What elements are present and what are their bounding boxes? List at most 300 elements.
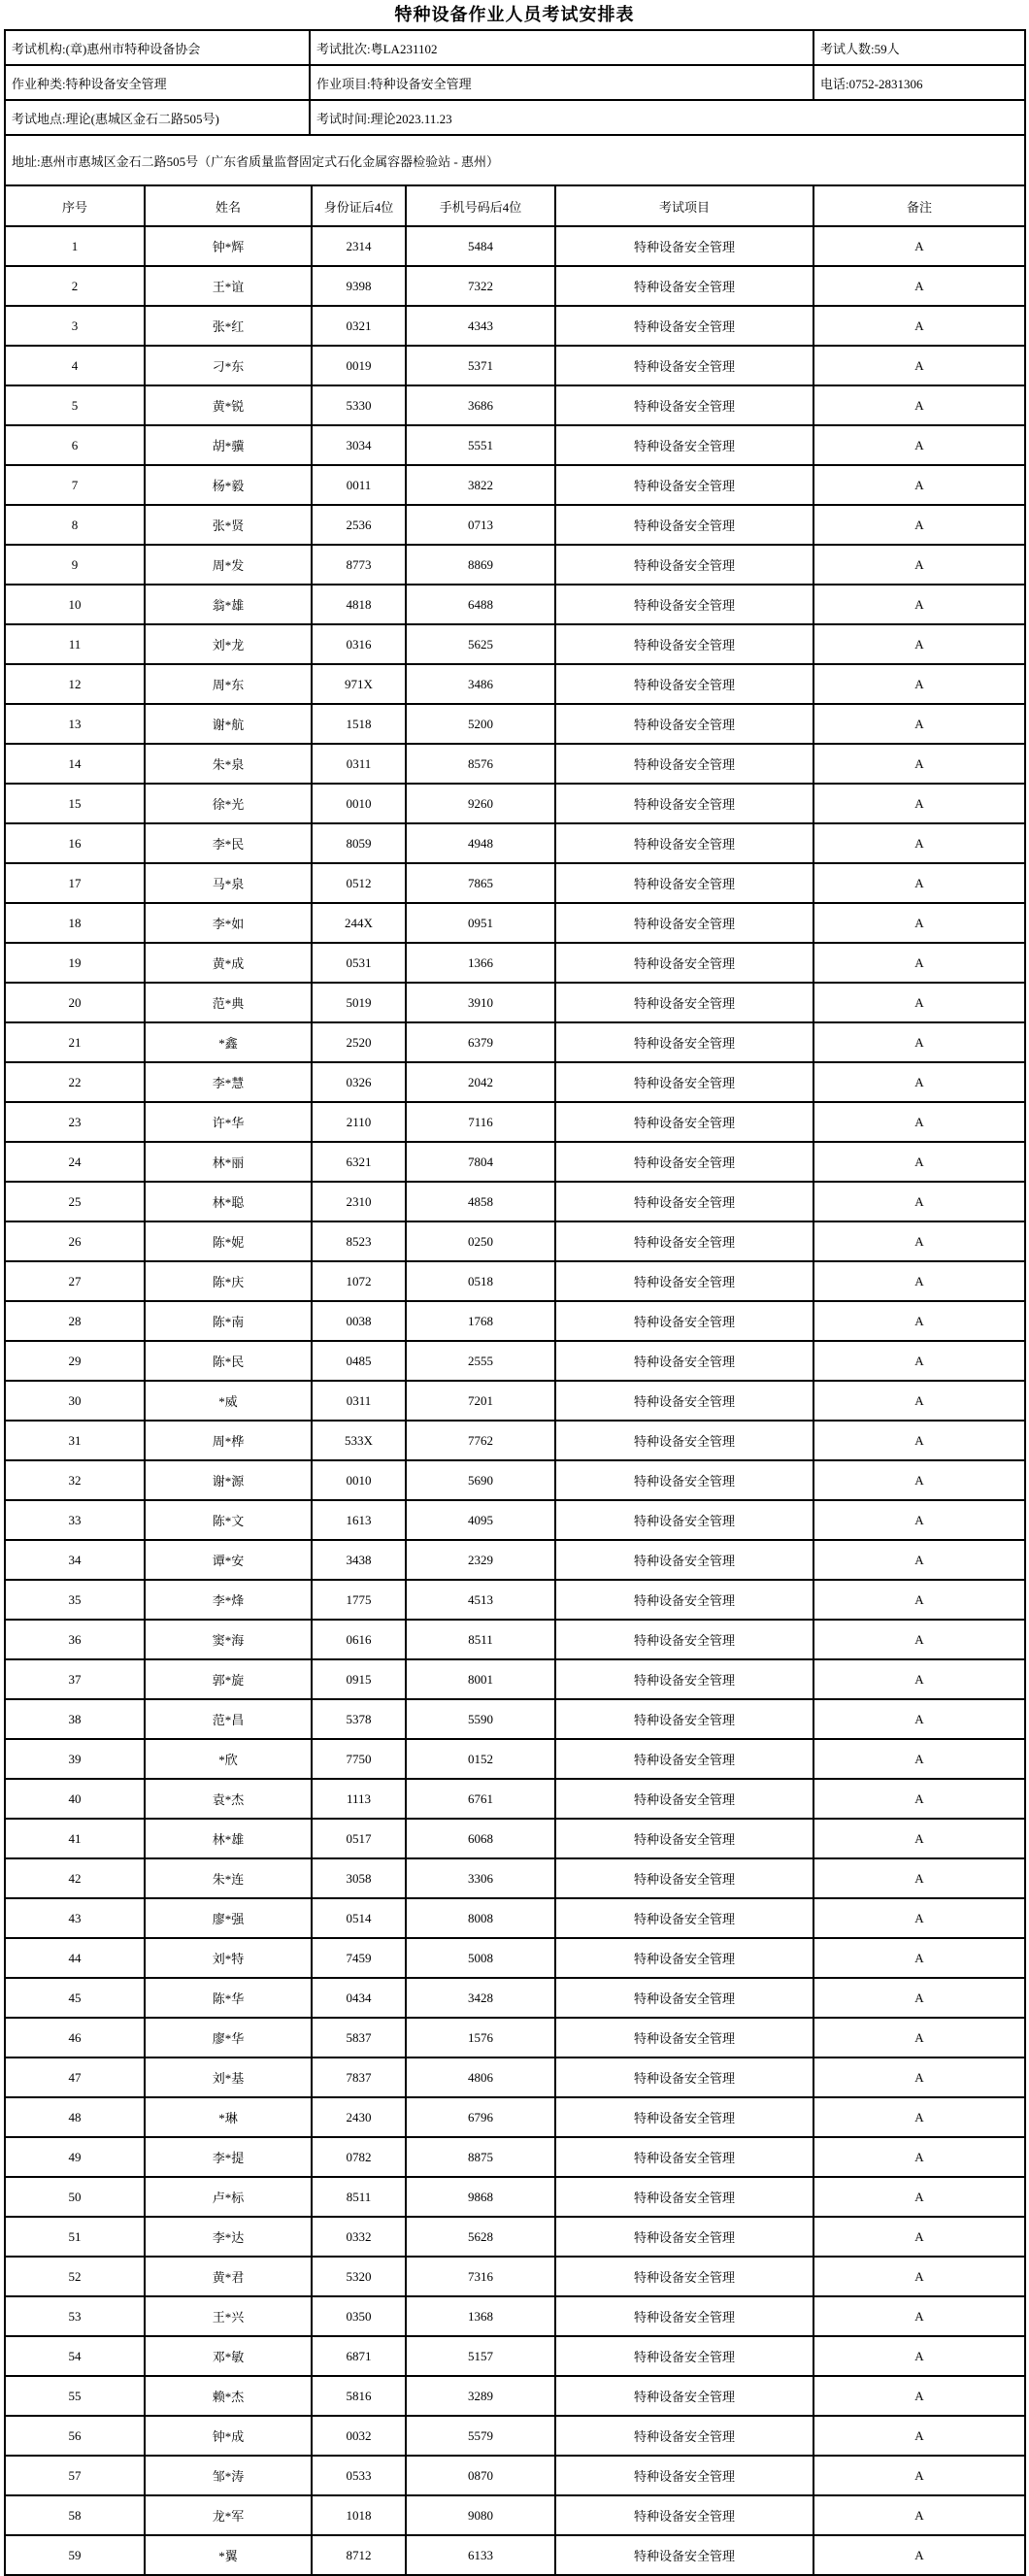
cell-remark: A	[813, 784, 1025, 823]
cell-name: 刘*基	[145, 2057, 312, 2097]
cell-phone-last4: 3428	[406, 1978, 555, 2018]
cell-name: 张*贤	[145, 505, 312, 545]
cell-name: 胡*骥	[145, 425, 312, 465]
cell-seq: 34	[5, 1540, 145, 1580]
cell-remark: A	[813, 1699, 1025, 1739]
cell-seq: 14	[5, 744, 145, 784]
cell-id-last4: 1775	[312, 1580, 406, 1620]
cell-seq: 36	[5, 1620, 145, 1659]
cell-name: 朱*泉	[145, 744, 312, 784]
table-row	[5, 1381, 1025, 1421]
cell-phone-last4: 5690	[406, 1460, 555, 1500]
cell-phone-last4: 1576	[406, 2018, 555, 2057]
cell-phone-last4: 8875	[406, 2137, 555, 2177]
cell-remark: A	[813, 1421, 1025, 1460]
cell-exam-project: 特种设备安全管理	[555, 1898, 813, 1938]
info-work-project: 作业项目:特种设备安全管理	[310, 65, 813, 100]
info-phone: 电话:0752-2831306	[813, 65, 1025, 100]
cell-exam-project: 特种设备安全管理	[555, 704, 813, 744]
cell-id-last4: 8712	[312, 2535, 406, 2575]
cell-id-last4: 0616	[312, 1620, 406, 1659]
cell-id-last4: 0010	[312, 784, 406, 823]
cell-phone-last4: 8511	[406, 1620, 555, 1659]
info-row-3	[5, 100, 1025, 135]
cell-exam-project: 特种设备安全管理	[555, 1779, 813, 1819]
cell-remark: A	[813, 385, 1025, 425]
cell-remark: A	[813, 1580, 1025, 1620]
cell-id-last4: 0010	[312, 1460, 406, 1500]
cell-phone-last4: 4513	[406, 1580, 555, 1620]
cell-remark: A	[813, 624, 1025, 664]
cell-exam-project: 特种设备安全管理	[555, 863, 813, 903]
table-row	[5, 1779, 1025, 1819]
cell-name: *翼	[145, 2535, 312, 2575]
cell-remark: A	[813, 1779, 1025, 1819]
cell-name: 范*典	[145, 983, 312, 1022]
cell-id-last4: 7459	[312, 1938, 406, 1978]
cell-remark: A	[813, 1898, 1025, 1938]
table-row	[5, 2296, 1025, 2336]
cell-name: 许*华	[145, 1102, 312, 1142]
info-table	[4, 29, 1026, 186]
cell-seq: 15	[5, 784, 145, 823]
cell-name: 谢*航	[145, 704, 312, 744]
table-row	[5, 2177, 1025, 2217]
cell-name: 陈*民	[145, 1341, 312, 1381]
info-row-2	[5, 65, 1025, 100]
cell-seq: 28	[5, 1301, 145, 1341]
cell-exam-project: 特种设备安全管理	[555, 624, 813, 664]
cell-id-last4: 0311	[312, 1381, 406, 1421]
cell-remark: A	[813, 226, 1025, 266]
cell-exam-project: 特种设备安全管理	[555, 2018, 813, 2057]
cell-id-last4: 0316	[312, 624, 406, 664]
cell-exam-project: 特种设备安全管理	[555, 2376, 813, 2416]
exam-table	[4, 184, 1026, 2576]
table-row	[5, 744, 1025, 784]
info-row-1	[5, 30, 1025, 65]
cell-phone-last4: 0870	[406, 2456, 555, 2495]
cell-remark: A	[813, 1062, 1025, 1102]
cell-name: 钟*辉	[145, 226, 312, 266]
cell-exam-project: 特种设备安全管理	[555, 2456, 813, 2495]
cell-phone-last4: 9260	[406, 784, 555, 823]
cell-exam-project: 特种设备安全管理	[555, 2257, 813, 2296]
cell-id-last4: 7750	[312, 1739, 406, 1779]
cell-name: 周*桦	[145, 1421, 312, 1460]
cell-seq: 50	[5, 2177, 145, 2217]
cell-exam-project: 特种设备安全管理	[555, 2217, 813, 2257]
cell-name: 邹*涛	[145, 2456, 312, 2495]
cell-seq: 43	[5, 1898, 145, 1938]
table-row	[5, 2416, 1025, 2456]
table-row	[5, 1221, 1025, 1261]
cell-seq: 33	[5, 1500, 145, 1540]
table-row	[5, 1062, 1025, 1102]
cell-seq: 1	[5, 226, 145, 266]
cell-phone-last4: 3306	[406, 1858, 555, 1898]
cell-seq: 3	[5, 306, 145, 346]
cell-remark: A	[813, 2217, 1025, 2257]
column-header-name: 姓名	[145, 185, 312, 226]
cell-remark: A	[813, 1540, 1025, 1580]
cell-id-last4: 5320	[312, 2257, 406, 2296]
cell-id-last4: 0038	[312, 1301, 406, 1341]
cell-phone-last4: 4858	[406, 1182, 555, 1221]
table-row	[5, 784, 1025, 823]
cell-exam-project: 特种设备安全管理	[555, 664, 813, 704]
table-row	[5, 664, 1025, 704]
cell-id-last4: 0311	[312, 744, 406, 784]
cell-remark: A	[813, 2456, 1025, 2495]
cell-phone-last4: 5625	[406, 624, 555, 664]
cell-seq: 16	[5, 823, 145, 863]
cell-seq: 12	[5, 664, 145, 704]
cell-remark: A	[813, 2296, 1025, 2336]
cell-id-last4: 0032	[312, 2416, 406, 2456]
table-row	[5, 585, 1025, 624]
cell-exam-project: 特种设备安全管理	[555, 2097, 813, 2137]
header-row	[5, 185, 1025, 226]
cell-id-last4: 5378	[312, 1699, 406, 1739]
cell-name: 袁*杰	[145, 1779, 312, 1819]
cell-seq: 30	[5, 1381, 145, 1421]
cell-exam-project: 特种设备安全管理	[555, 1460, 813, 1500]
cell-id-last4: 8523	[312, 1221, 406, 1261]
cell-remark: A	[813, 1102, 1025, 1142]
cell-name: 杨*毅	[145, 465, 312, 505]
cell-id-last4: 0019	[312, 346, 406, 385]
table-row	[5, 2336, 1025, 2376]
cell-remark: A	[813, 2018, 1025, 2057]
table-row	[5, 1182, 1025, 1221]
cell-remark: A	[813, 2336, 1025, 2376]
cell-exam-project: 特种设备安全管理	[555, 744, 813, 784]
table-row	[5, 306, 1025, 346]
cell-seq: 6	[5, 425, 145, 465]
cell-id-last4: 0332	[312, 2217, 406, 2257]
cell-phone-last4: 7322	[406, 266, 555, 306]
table-row	[5, 2257, 1025, 2296]
cell-phone-last4: 7865	[406, 863, 555, 903]
cell-id-last4: 2310	[312, 1182, 406, 1221]
cell-exam-project: 特种设备安全管理	[555, 1341, 813, 1381]
cell-seq: 48	[5, 2097, 145, 2137]
cell-exam-project: 特种设备安全管理	[555, 1421, 813, 1460]
cell-phone-last4: 0713	[406, 505, 555, 545]
cell-seq: 49	[5, 2137, 145, 2177]
cell-name: 刁*东	[145, 346, 312, 385]
cell-exam-project: 特种设备安全管理	[555, 1819, 813, 1858]
cell-exam-project: 特种设备安全管理	[555, 2177, 813, 2217]
cell-exam-project: 特种设备安全管理	[555, 1739, 813, 1779]
info-exam-count: 考试人数:59人	[813, 30, 1025, 65]
cell-exam-project: 特种设备安全管理	[555, 226, 813, 266]
cell-id-last4: 533X	[312, 1421, 406, 1460]
cell-remark: A	[813, 2097, 1025, 2137]
cell-seq: 54	[5, 2336, 145, 2376]
cell-id-last4: 0326	[312, 1062, 406, 1102]
cell-seq: 24	[5, 1142, 145, 1182]
cell-id-last4: 6871	[312, 2336, 406, 2376]
cell-exam-project: 特种设备安全管理	[555, 2057, 813, 2097]
cell-name: 张*红	[145, 306, 312, 346]
cell-id-last4: 0434	[312, 1978, 406, 2018]
info-address: 地址:惠州市惠城区金石二路505号（广东省质量监督固定式石化金属容器检验站 - 惠州）	[5, 135, 1025, 185]
cell-id-last4: 1613	[312, 1500, 406, 1540]
table-row	[5, 2217, 1025, 2257]
cell-id-last4: 0915	[312, 1659, 406, 1699]
cell-phone-last4: 4343	[406, 306, 555, 346]
cell-exam-project: 特种设备安全管理	[555, 2535, 813, 2575]
cell-remark: A	[813, 1341, 1025, 1381]
cell-remark: A	[813, 1022, 1025, 1062]
cell-remark: A	[813, 823, 1025, 863]
cell-id-last4: 4818	[312, 585, 406, 624]
cell-exam-project: 特种设备安全管理	[555, 1301, 813, 1341]
cell-phone-last4: 2555	[406, 1341, 555, 1381]
cell-name: 王*谊	[145, 266, 312, 306]
cell-id-last4: 5837	[312, 2018, 406, 2057]
cell-exam-project: 特种设备安全管理	[555, 823, 813, 863]
cell-seq: 40	[5, 1779, 145, 1819]
table-row	[5, 465, 1025, 505]
cell-seq: 18	[5, 903, 145, 943]
table-row	[5, 1301, 1025, 1341]
cell-phone-last4: 6761	[406, 1779, 555, 1819]
cell-remark: A	[813, 1261, 1025, 1301]
cell-seq: 58	[5, 2495, 145, 2535]
cell-id-last4: 3034	[312, 425, 406, 465]
table-row	[5, 2018, 1025, 2057]
column-header-remark: 备注	[813, 185, 1025, 226]
cell-phone-last4: 6796	[406, 2097, 555, 2137]
cell-phone-last4: 1366	[406, 943, 555, 983]
cell-remark: A	[813, 863, 1025, 903]
cell-id-last4: 0514	[312, 1898, 406, 1938]
cell-seq: 19	[5, 943, 145, 983]
cell-id-last4: 1018	[312, 2495, 406, 2535]
column-header-id-last4: 身份证后4位	[312, 185, 406, 226]
cell-id-last4: 5816	[312, 2376, 406, 2416]
cell-exam-project: 特种设备安全管理	[555, 1938, 813, 1978]
cell-exam-project: 特种设备安全管理	[555, 465, 813, 505]
cell-phone-last4: 9080	[406, 2495, 555, 2535]
cell-id-last4: 2314	[312, 226, 406, 266]
cell-remark: A	[813, 425, 1025, 465]
cell-remark: A	[813, 1500, 1025, 1540]
cell-exam-project: 特种设备安全管理	[555, 425, 813, 465]
cell-phone-last4: 4095	[406, 1500, 555, 1540]
cell-id-last4: 8773	[312, 545, 406, 585]
cell-phone-last4: 5628	[406, 2217, 555, 2257]
cell-phone-last4: 9868	[406, 2177, 555, 2217]
cell-seq: 26	[5, 1221, 145, 1261]
cell-seq: 39	[5, 1739, 145, 1779]
cell-remark: A	[813, 346, 1025, 385]
cell-exam-project: 特种设备安全管理	[555, 2416, 813, 2456]
table-row	[5, 1898, 1025, 1938]
cell-id-last4: 0485	[312, 1341, 406, 1381]
cell-name: 陈*南	[145, 1301, 312, 1341]
cell-id-last4: 2430	[312, 2097, 406, 2137]
cell-seq: 37	[5, 1659, 145, 1699]
cell-exam-project: 特种设备安全管理	[555, 2495, 813, 2535]
cell-seq: 13	[5, 704, 145, 744]
cell-exam-project: 特种设备安全管理	[555, 1142, 813, 1182]
cell-remark: A	[813, 1739, 1025, 1779]
cell-seq: 45	[5, 1978, 145, 2018]
cell-exam-project: 特种设备安全管理	[555, 1182, 813, 1221]
exam-table-body	[5, 226, 1025, 2575]
table-row	[5, 2495, 1025, 2535]
cell-name: 李*达	[145, 2217, 312, 2257]
page-title: 特种设备作业人员考试安排表	[394, 5, 635, 24]
cell-phone-last4: 3686	[406, 385, 555, 425]
cell-id-last4: 9398	[312, 266, 406, 306]
cell-remark: A	[813, 943, 1025, 983]
column-header-seq: 序号	[5, 185, 145, 226]
cell-name: 李*民	[145, 823, 312, 863]
cell-seq: 2	[5, 266, 145, 306]
cell-seq: 57	[5, 2456, 145, 2495]
cell-id-last4: 6321	[312, 1142, 406, 1182]
info-exam-org: 考试机构:(章)惠州市特种设备协会	[5, 30, 310, 65]
cell-name: 窦*海	[145, 1620, 312, 1659]
table-row	[5, 1540, 1025, 1580]
cell-exam-project: 特种设备安全管理	[555, 784, 813, 823]
cell-name: 黄*锐	[145, 385, 312, 425]
exam-table-head	[5, 185, 1025, 226]
cell-phone-last4: 3822	[406, 465, 555, 505]
cell-name: 翁*雄	[145, 585, 312, 624]
cell-id-last4: 7837	[312, 2057, 406, 2097]
cell-id-last4: 0517	[312, 1819, 406, 1858]
cell-remark: A	[813, 505, 1025, 545]
cell-exam-project: 特种设备安全管理	[555, 1540, 813, 1580]
cell-remark: A	[813, 664, 1025, 704]
cell-id-last4: 0350	[312, 2296, 406, 2336]
table-row	[5, 1819, 1025, 1858]
cell-exam-project: 特种设备安全管理	[555, 1500, 813, 1540]
table-row	[5, 1102, 1025, 1142]
table-row	[5, 1699, 1025, 1739]
cell-name: 周*发	[145, 545, 312, 585]
table-row	[5, 1022, 1025, 1062]
cell-seq: 42	[5, 1858, 145, 1898]
cell-exam-project: 特种设备安全管理	[555, 2296, 813, 2336]
cell-name: 陈*庆	[145, 1261, 312, 1301]
cell-exam-project: 特种设备安全管理	[555, 1858, 813, 1898]
cell-name: 王*兴	[145, 2296, 312, 2336]
table-row	[5, 226, 1025, 266]
cell-phone-last4: 5484	[406, 226, 555, 266]
cell-exam-project: 特种设备安全管理	[555, 505, 813, 545]
cell-name: 廖*强	[145, 1898, 312, 1938]
cell-name: 范*昌	[145, 1699, 312, 1739]
cell-name: 谢*源	[145, 1460, 312, 1500]
cell-id-last4: 8511	[312, 2177, 406, 2217]
cell-phone-last4: 5200	[406, 704, 555, 744]
cell-phone-last4: 5157	[406, 2336, 555, 2376]
cell-phone-last4: 5579	[406, 2416, 555, 2456]
cell-phone-last4: 7804	[406, 1142, 555, 1182]
cell-seq: 29	[5, 1341, 145, 1381]
cell-id-last4: 2110	[312, 1102, 406, 1142]
table-row	[5, 1460, 1025, 1500]
cell-remark: A	[813, 2137, 1025, 2177]
cell-name: 林*丽	[145, 1142, 312, 1182]
info-exam-batch: 考试批次:粤LA231102	[310, 30, 813, 65]
column-header-phone-last4: 手机号码后4位	[406, 185, 555, 226]
cell-seq: 38	[5, 1699, 145, 1739]
table-row	[5, 1421, 1025, 1460]
cell-name: 谭*安	[145, 1540, 312, 1580]
cell-name: 钟*成	[145, 2416, 312, 2456]
table-row	[5, 1938, 1025, 1978]
table-row	[5, 2376, 1025, 2416]
cell-seq: 52	[5, 2257, 145, 2296]
cell-phone-last4: 6133	[406, 2535, 555, 2575]
cell-name: 陈*华	[145, 1978, 312, 2018]
cell-remark: A	[813, 704, 1025, 744]
cell-seq: 51	[5, 2217, 145, 2257]
cell-phone-last4: 6379	[406, 1022, 555, 1062]
cell-phone-last4: 8008	[406, 1898, 555, 1938]
cell-phone-last4: 8001	[406, 1659, 555, 1699]
cell-seq: 27	[5, 1261, 145, 1301]
table-row	[5, 1580, 1025, 1620]
cell-phone-last4: 1368	[406, 2296, 555, 2336]
cell-seq: 4	[5, 346, 145, 385]
table-row	[5, 983, 1025, 1022]
table-row	[5, 1341, 1025, 1381]
cell-phone-last4: 0250	[406, 1221, 555, 1261]
cell-seq: 20	[5, 983, 145, 1022]
cell-phone-last4: 8576	[406, 744, 555, 784]
cell-id-last4: 5019	[312, 983, 406, 1022]
table-row	[5, 1858, 1025, 1898]
cell-name: 黄*君	[145, 2257, 312, 2296]
cell-seq: 44	[5, 1938, 145, 1978]
cell-id-last4: 2536	[312, 505, 406, 545]
table-row	[5, 385, 1025, 425]
cell-exam-project: 特种设备安全管理	[555, 385, 813, 425]
table-row	[5, 2137, 1025, 2177]
cell-id-last4: 1113	[312, 1779, 406, 1819]
cell-remark: A	[813, 1142, 1025, 1182]
cell-remark: A	[813, 1182, 1025, 1221]
cell-remark: A	[813, 1819, 1025, 1858]
cell-remark: A	[813, 983, 1025, 1022]
cell-phone-last4: 0152	[406, 1739, 555, 1779]
cell-name: *琳	[145, 2097, 312, 2137]
cell-id-last4: 0011	[312, 465, 406, 505]
cell-phone-last4: 5551	[406, 425, 555, 465]
cell-seq: 53	[5, 2296, 145, 2336]
cell-seq: 23	[5, 1102, 145, 1142]
cell-phone-last4: 2329	[406, 1540, 555, 1580]
cell-seq: 22	[5, 1062, 145, 1102]
cell-exam-project: 特种设备安全管理	[555, 2336, 813, 2376]
cell-phone-last4: 4806	[406, 2057, 555, 2097]
cell-remark: A	[813, 2495, 1025, 2535]
cell-name: 林*聪	[145, 1182, 312, 1221]
info-exam-location: 考试地点:理论(惠城区金石二路505号)	[5, 100, 310, 135]
table-row	[5, 346, 1025, 385]
cell-phone-last4: 7116	[406, 1102, 555, 1142]
cell-exam-project: 特种设备安全管理	[555, 1022, 813, 1062]
